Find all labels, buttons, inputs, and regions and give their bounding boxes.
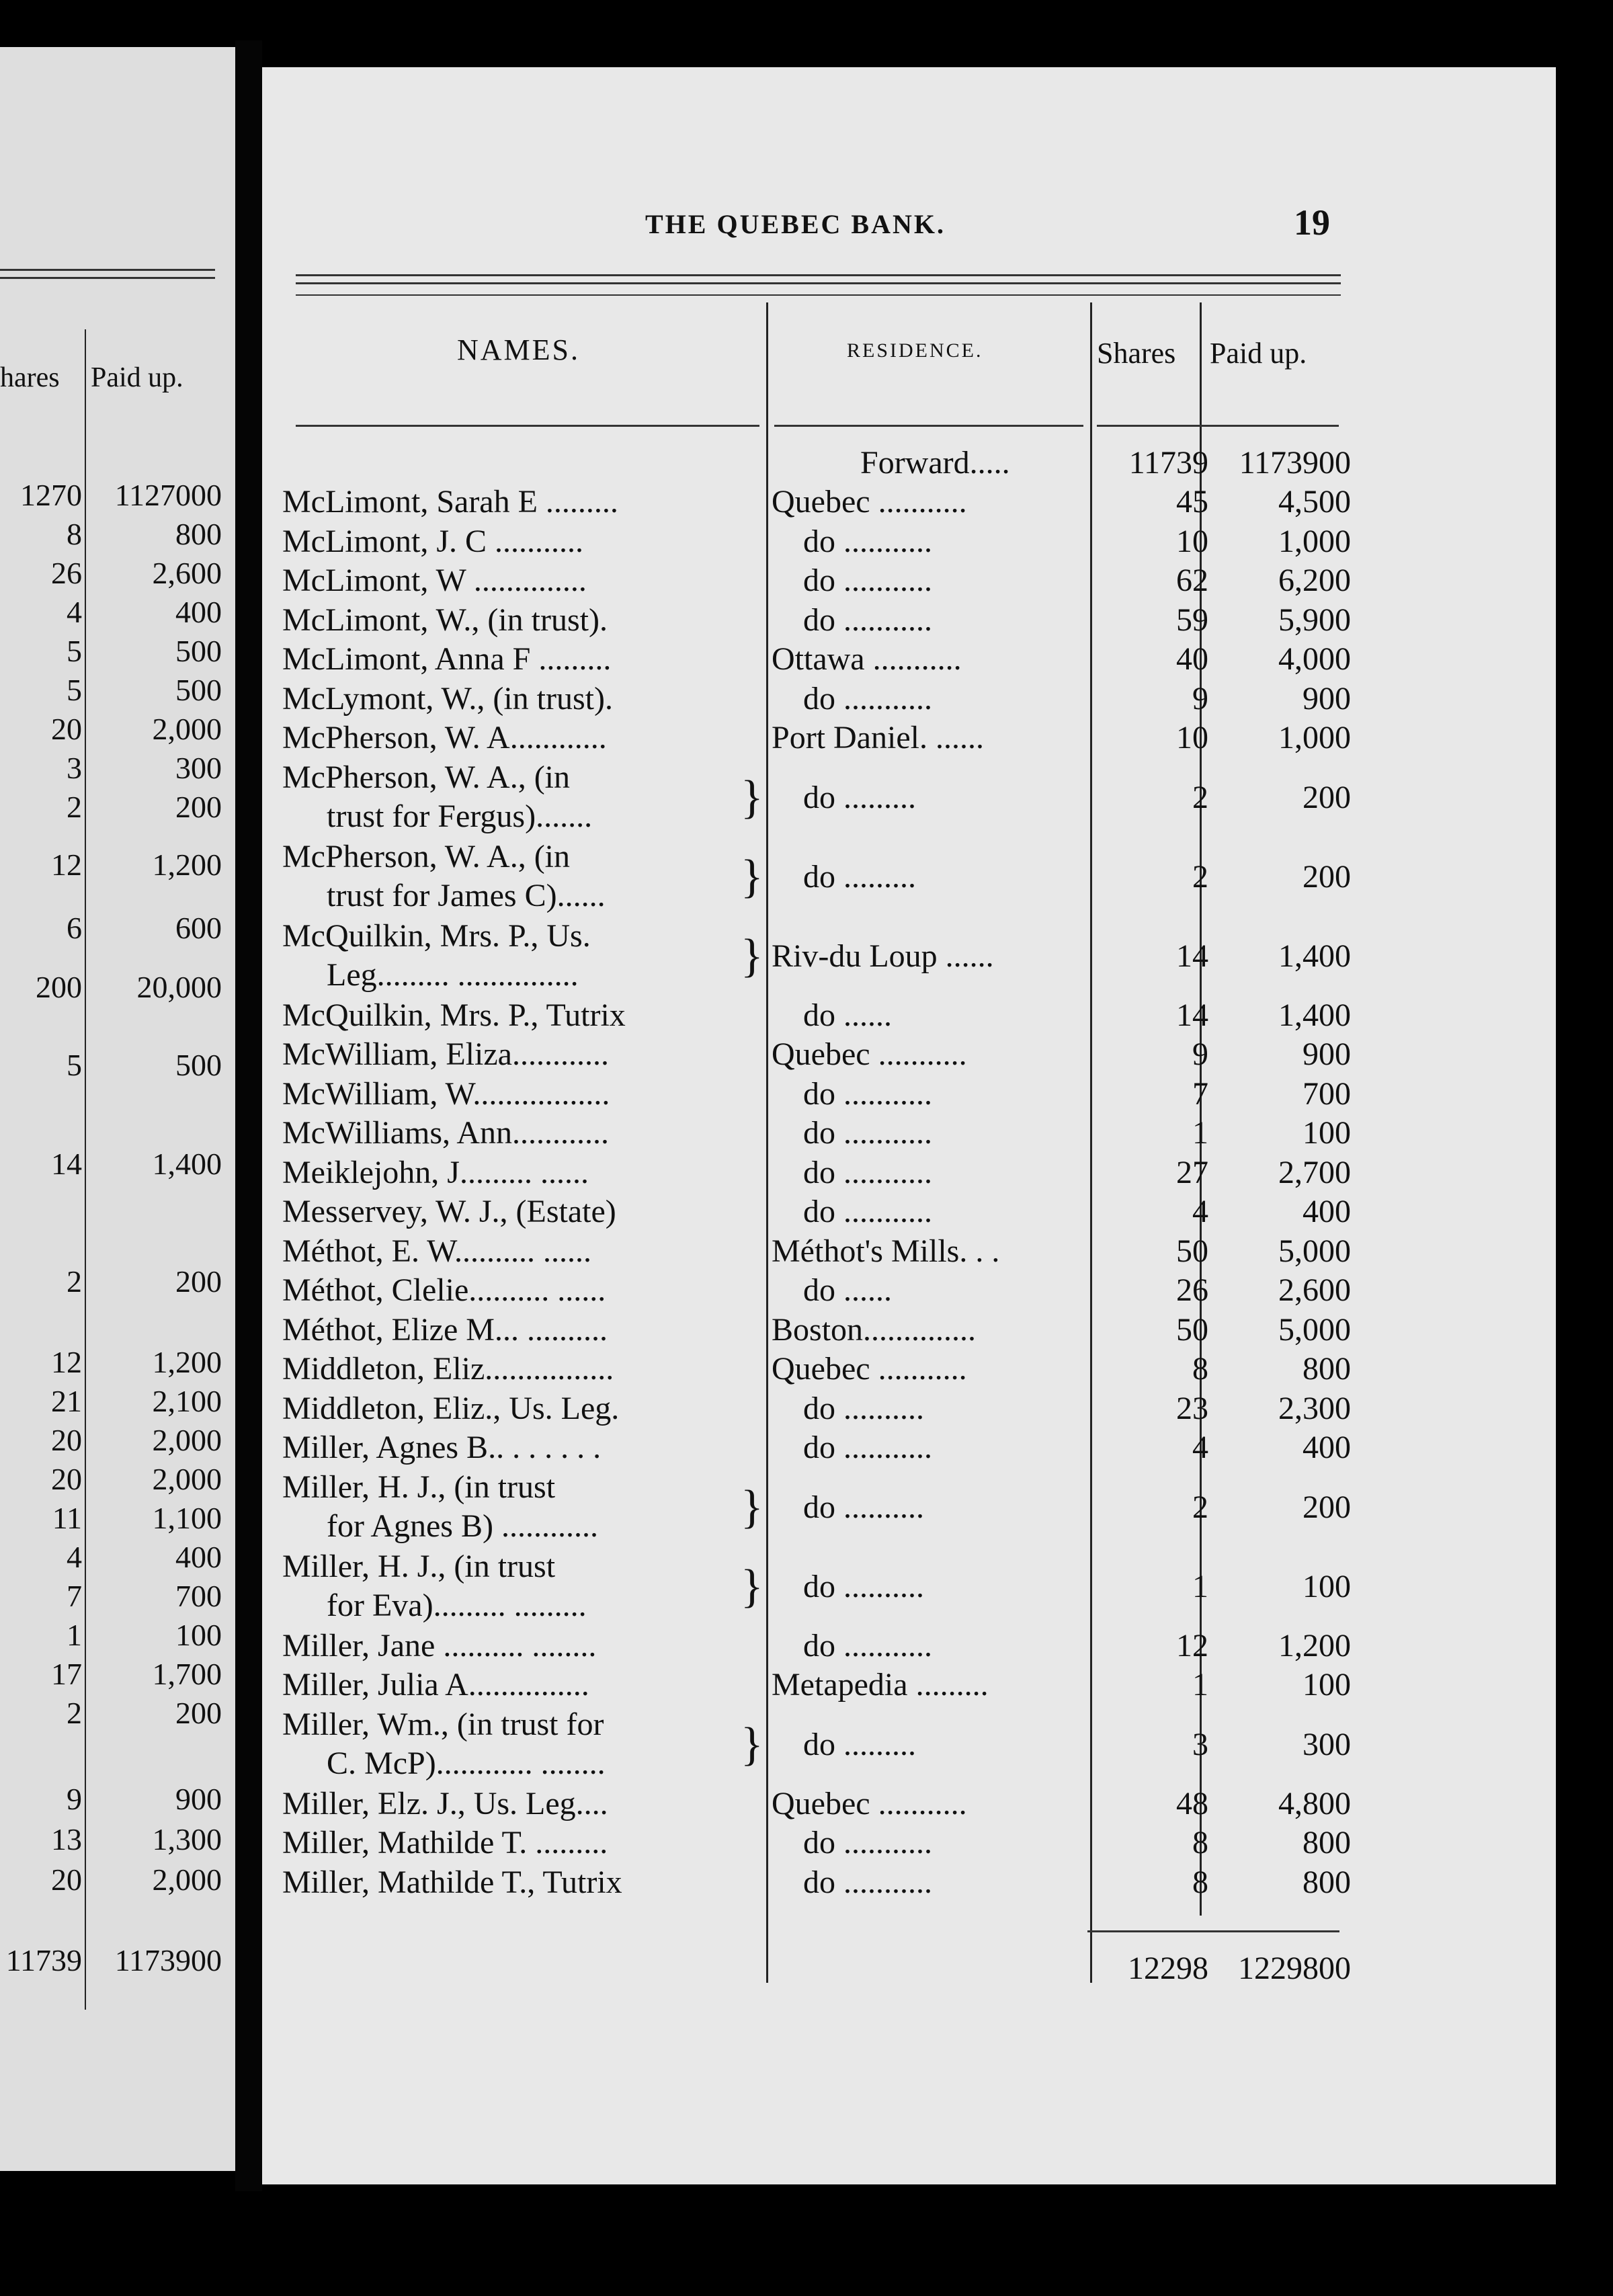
left-row-shares: 200 — [36, 970, 82, 1004]
shareholder-name: McLimont, W., (in trust). — [282, 602, 608, 638]
shareholder-paid: 200 — [1302, 779, 1351, 815]
shareholder-residence: do ........... — [803, 1115, 932, 1151]
left-row-shares: 5 — [67, 673, 82, 707]
shareholder-paid: 100 — [1302, 1667, 1351, 1703]
shareholder-paid: 100 — [1302, 1568, 1351, 1604]
header-rule-1 — [296, 274, 1341, 276]
left-row-shares: 8 — [67, 517, 82, 551]
shareholder-shares: 8 — [1192, 1864, 1208, 1900]
left-row — [0, 1539, 229, 1577]
left-row-paid: 2,000 — [152, 1862, 222, 1897]
shareholder-residence: do ........... — [803, 680, 932, 716]
shareholder-paid: 900 — [1302, 1036, 1351, 1072]
shareholder-residence: do .......... — [803, 1489, 924, 1525]
shareholder-name: Méthot, E. W.......... ...... — [282, 1233, 592, 1269]
shareholder-residence: Quebec ........... — [772, 1036, 967, 1072]
left-row — [0, 1383, 229, 1421]
shareholder-residence: Ottawa ........... — [772, 641, 962, 677]
left-row-shares: 21 — [51, 1384, 82, 1418]
shareholder-shares: 27 — [1176, 1154, 1208, 1190]
residence-underline — [774, 425, 1083, 427]
left-row-paid: 1127000 — [114, 478, 222, 512]
shareholder-name: Miller, H. J., (in trust — [282, 1469, 556, 1505]
shareholder-residence: do ........... — [803, 1627, 932, 1664]
shareholder-residence: do ........... — [803, 602, 932, 638]
left-row-paid: 600 — [175, 911, 222, 945]
shareholder-shares: 8 — [1192, 1351, 1208, 1387]
shareholder-residence: do .......... — [803, 1390, 924, 1426]
brace: } — [741, 930, 763, 982]
left-row — [0, 672, 229, 710]
shareholder-paid: 2,700 — [1278, 1154, 1351, 1190]
shareholder-paid: 800 — [1302, 1864, 1351, 1900]
shareholder-shares: 10 — [1176, 720, 1208, 755]
names-underline — [296, 425, 759, 427]
shareholder-paid: 1,000 — [1278, 720, 1351, 755]
shareholder-shares: 9 — [1192, 1036, 1208, 1072]
shareholder-residence: do ...... — [803, 997, 892, 1033]
shareholder-residence: Quebec ........... — [772, 1351, 967, 1387]
shareholder-shares: 1 — [1192, 1667, 1208, 1703]
shareholder-name: McPherson, W. A., (in — [282, 838, 571, 874]
left-row-shares: 12 — [51, 1345, 82, 1379]
left-row-paid: 500 — [175, 673, 222, 707]
paid-header: Paid up. — [1210, 337, 1307, 370]
left-row-paid: 2,000 — [152, 1423, 222, 1457]
brace: } — [741, 1560, 763, 1612]
left-row-paid: 700 — [175, 1579, 222, 1613]
left-row-shares: 20 — [51, 1462, 82, 1496]
shareholder-residence: do ........... — [803, 1864, 932, 1900]
shareholder-shares: 45 — [1176, 484, 1208, 520]
left-row-shares: 12 — [51, 848, 82, 882]
left-row — [0, 594, 229, 632]
left-row — [0, 1942, 229, 1980]
brace: } — [741, 771, 763, 823]
left-row — [0, 1264, 229, 1301]
shareholder-name: McPherson, W. A., (in — [282, 759, 571, 795]
shareholder-name-continued: trust for James C)...... — [327, 877, 606, 913]
left-row-paid: 2,100 — [152, 1384, 222, 1418]
shareholder-paid: 1,400 — [1278, 997, 1351, 1033]
shareholder-name: McWilliam, W................. — [282, 1075, 610, 1112]
left-row-shares: 2 — [67, 790, 82, 824]
left-row-paid: 2,000 — [152, 712, 222, 746]
forward-shares: 11739 — [1128, 445, 1208, 481]
shares-header: Shares — [1097, 337, 1176, 370]
shareholder-paid: 1,000 — [1278, 523, 1351, 559]
shareholder-name: Méthot, Elize M... .......... — [282, 1311, 608, 1348]
left-row-paid: 400 — [175, 1540, 222, 1574]
shareholder-name: Middleton, Eliz., Us. Leg. — [282, 1390, 620, 1426]
shareholder-shares: 50 — [1176, 1311, 1208, 1348]
shareholder-shares: 40 — [1176, 641, 1208, 677]
left-row-shares: 13 — [51, 1822, 82, 1856]
total-shares: 12298 — [1128, 1951, 1208, 1986]
shareholder-residence: do .......... — [803, 1568, 924, 1604]
shareholder-shares: 14 — [1176, 938, 1208, 974]
residence-header: RESIDENCE. — [847, 339, 983, 362]
shareholder-residence: do ........... — [803, 523, 932, 559]
left-row-shares: 20 — [51, 712, 82, 746]
shareholder-paid: 6,200 — [1278, 563, 1351, 598]
left-row-paid: 2,000 — [152, 1462, 222, 1496]
left-row-paid: 1,100 — [152, 1501, 222, 1535]
shareholder-name: McQuilkin, Mrs. P., Tutrix — [282, 997, 626, 1033]
left-row — [0, 1146, 229, 1184]
shareholder-name: McWilliam, Eliza............ — [282, 1036, 609, 1072]
shareholder-residence: Metapedia ......... — [772, 1667, 989, 1703]
shareholder-paid: 400 — [1302, 1194, 1351, 1229]
left-row-paid: 800 — [175, 517, 222, 551]
shareholder-name: McLimont, Anna F ......... — [282, 641, 612, 677]
shareholder-name: McLymont, W., (in trust). — [282, 680, 613, 716]
shareholder-paid: 1,200 — [1278, 1627, 1351, 1664]
shareholder-name: McLimont, W .............. — [282, 563, 587, 598]
left-row-shares: 1270 — [20, 478, 82, 512]
shareholder-name-continued: C. McP)............ ........ — [327, 1745, 606, 1781]
shareholder-name: Miller, Wm., (in trust for — [282, 1706, 604, 1742]
shareholder-name: McLimont, Sarah E ......... — [282, 484, 618, 520]
shareholder-shares: 12 — [1176, 1627, 1208, 1664]
shareholder-name: Miller, Mathilde T., Tutrix — [282, 1864, 622, 1900]
shareholder-paid: 200 — [1302, 1489, 1351, 1525]
left-row — [0, 1617, 229, 1655]
left-row-shares: 1 — [67, 1618, 82, 1652]
shareholder-paid: 700 — [1302, 1075, 1351, 1112]
shareholder-paid: 2,600 — [1278, 1272, 1351, 1308]
shareholder-residence: do ......... — [803, 1726, 916, 1762]
left-row — [0, 1461, 229, 1499]
left-row — [0, 1821, 229, 1859]
shareholder-name: Miller, Elz. J., Us. Leg.... — [282, 1785, 608, 1821]
left-row — [0, 516, 229, 554]
left-row-paid: 200 — [175, 1696, 222, 1730]
left-row-shares: 26 — [51, 556, 82, 590]
left-row — [0, 1578, 229, 1616]
shareholder-residence: Boston.............. — [772, 1311, 977, 1348]
left-top-rule — [0, 269, 215, 271]
left-top-rule-2 — [0, 277, 215, 279]
shareholder-name: Meiklejohn, J......... ...... — [282, 1154, 589, 1190]
shareholder-residence: do ...... — [803, 1272, 892, 1308]
left-row-paid: 1,200 — [152, 848, 222, 882]
shareholder-shares: 8 — [1192, 1825, 1208, 1860]
shareholder-shares: 2 — [1192, 858, 1208, 895]
shareholder-shares: 9 — [1192, 680, 1208, 716]
shareholder-paid: 4,000 — [1278, 641, 1351, 677]
left-row-paid: 100 — [175, 1618, 222, 1652]
page-gutter — [235, 40, 262, 2191]
shareholder-shares: 1 — [1192, 1115, 1208, 1151]
left-row-paid: 1,300 — [152, 1822, 222, 1856]
left-row-shares: 11739 — [5, 1943, 82, 1977]
left-row-paid: 500 — [175, 1048, 222, 1082]
left-row — [0, 633, 229, 671]
left-row-paid: 1,200 — [152, 1345, 222, 1379]
shareholder-name: Miller, Mathilde T. ......... — [282, 1825, 608, 1860]
shareholder-shares: 10 — [1176, 523, 1208, 559]
shareholder-name: Miller, H. J., (in trust — [282, 1548, 556, 1584]
left-row — [0, 969, 229, 1007]
shareholder-residence: Quebec ........... — [772, 484, 967, 520]
left-row-shares: 2 — [67, 1264, 82, 1299]
shareholder-paid: 800 — [1302, 1825, 1351, 1860]
shareholder-name: McQuilkin, Mrs. P., Us. — [282, 917, 591, 954]
shareholder-shares: 50 — [1176, 1233, 1208, 1269]
header-rule-2 — [296, 282, 1341, 284]
shareholder-paid: 2,300 — [1278, 1390, 1351, 1426]
left-row — [0, 750, 229, 788]
shareholder-name: Miller, Julia A............... — [282, 1667, 589, 1703]
shareholder-shares: 59 — [1176, 602, 1208, 638]
shareholder-paid: 1,400 — [1278, 938, 1351, 974]
shareholder-paid: 4,500 — [1278, 484, 1351, 520]
shareholder-paid: 200 — [1302, 858, 1351, 895]
shareholder-shares: 48 — [1176, 1785, 1208, 1821]
shareholder-shares: 3 — [1192, 1726, 1208, 1762]
shareholder-name-continued: for Eva)......... ......... — [327, 1587, 587, 1623]
brace: } — [741, 1718, 763, 1770]
shareholder-residence: do ........... — [803, 563, 932, 598]
left-row-paid: 2,600 — [152, 556, 222, 590]
shareholder-residence: do ........... — [803, 1430, 932, 1465]
left-row-paid: 900 — [175, 1782, 222, 1816]
left-row-paid: 1173900 — [114, 1943, 222, 1977]
shareholder-residence: do ........... — [803, 1825, 932, 1860]
left-row — [0, 1344, 229, 1382]
shareholder-name-continued: trust for Fergus)....... — [327, 798, 593, 834]
left-row-paid: 1,700 — [152, 1657, 222, 1691]
shareholder-shares: 14 — [1176, 997, 1208, 1033]
shareholder-name-continued: Leg......... ............... — [327, 956, 579, 993]
left-page — [0, 47, 235, 2171]
shareholder-name: Miller, Agnes B.. . . . . . . — [282, 1430, 602, 1465]
left-row-paid: 500 — [175, 634, 222, 668]
shareholder-residence: do ........... — [803, 1154, 932, 1190]
left-row-paid: 200 — [175, 790, 222, 824]
total-rule — [1087, 1930, 1339, 1932]
shareholder-paid: 5,000 — [1278, 1233, 1351, 1269]
left-row-shares: 14 — [51, 1147, 82, 1181]
brace: } — [741, 850, 763, 903]
left-row-paid: 20,000 — [136, 970, 222, 1004]
shareholder-shares: 4 — [1192, 1430, 1208, 1465]
shareholder-residence: Port Daniel. ...... — [772, 720, 984, 755]
shareholder-name: Miller, Jane .......... ........ — [282, 1627, 597, 1664]
shareholder-shares: 1 — [1192, 1568, 1208, 1604]
shareholder-residence: Riv-du Loup ...... — [772, 938, 994, 974]
left-row — [0, 1047, 229, 1085]
left-row — [0, 711, 229, 749]
left-row — [0, 1500, 229, 1538]
left-row-shares: 20 — [51, 1423, 82, 1457]
shareholder-paid: 400 — [1302, 1430, 1351, 1465]
shareholder-residence: Méthot's Mills. . . — [772, 1233, 1000, 1269]
left-row-shares: 4 — [67, 1540, 82, 1574]
shareholder-paid: 800 — [1302, 1351, 1351, 1387]
shareholder-name: McLimont, J. C ........... — [282, 523, 584, 559]
running-title: THE QUEBEC BANK. — [645, 209, 946, 239]
left-row-shares: 5 — [67, 634, 82, 668]
header-rule-3 — [296, 294, 1341, 296]
names-header: NAMES. — [457, 333, 581, 366]
shareholder-residence: do ........... — [803, 1075, 932, 1112]
shareholder-shares: 23 — [1176, 1390, 1208, 1426]
left-row-shares: 17 — [51, 1657, 82, 1691]
shareholder-name: Messervey, W. J., (Estate) — [282, 1194, 616, 1229]
left-row-shares: 6 — [67, 911, 82, 945]
left-shares-header: hares — [0, 362, 60, 393]
left-row — [0, 1695, 229, 1733]
shares-paid-underline — [1097, 425, 1339, 427]
shareholder-shares: 62 — [1176, 563, 1208, 598]
brace: } — [741, 1481, 763, 1533]
left-row — [0, 555, 229, 593]
left-row-shares: 5 — [67, 1048, 82, 1082]
shareholder-paid: 4,800 — [1278, 1785, 1351, 1821]
shareholder-shares: 2 — [1192, 1489, 1208, 1525]
left-row-paid: 1,400 — [152, 1147, 222, 1181]
shareholder-paid: 100 — [1302, 1115, 1351, 1151]
left-row — [0, 1422, 229, 1460]
shareholder-residence: Quebec ........... — [772, 1785, 967, 1821]
left-row-shares: 7 — [67, 1579, 82, 1613]
left-row-shares: 4 — [67, 595, 82, 629]
left-row-shares: 20 — [51, 1862, 82, 1897]
shareholder-shares: 4 — [1192, 1194, 1208, 1229]
left-row — [0, 910, 229, 948]
left-row-shares: 2 — [67, 1696, 82, 1730]
page-number: 19 — [1294, 202, 1330, 243]
shareholder-paid: 5,000 — [1278, 1311, 1351, 1348]
shareholder-paid: 300 — [1302, 1726, 1351, 1762]
left-row — [0, 1656, 229, 1694]
left-row — [0, 1862, 229, 1899]
left-row-paid: 400 — [175, 595, 222, 629]
forward-label: Forward..... — [860, 445, 1010, 481]
left-row-paid: 300 — [175, 751, 222, 785]
left-row — [0, 1781, 229, 1819]
left-row — [0, 789, 229, 827]
shareholder-shares: 2 — [1192, 779, 1208, 815]
left-row — [0, 477, 229, 515]
shareholder-shares: 26 — [1176, 1272, 1208, 1308]
shareholder-shares: 7 — [1192, 1075, 1208, 1112]
left-paid-header: Paid up. — [91, 362, 183, 393]
left-row — [0, 847, 229, 885]
left-row-shares: 11 — [52, 1501, 82, 1535]
left-row-paid: 200 — [175, 1264, 222, 1299]
shareholder-name-continued: for Agnes B) ............ — [327, 1508, 598, 1544]
shareholder-name: Méthot, Clelie.......... ...... — [282, 1272, 606, 1308]
left-row-shares: 9 — [67, 1782, 82, 1816]
shareholder-name: McPherson, W. A............ — [282, 720, 607, 755]
shareholder-name: McWilliams, Ann............ — [282, 1115, 610, 1151]
shareholder-residence: do ......... — [803, 858, 916, 895]
shareholder-name: Middleton, Eliz................ — [282, 1351, 614, 1387]
left-row-shares: 3 — [67, 751, 82, 785]
shareholder-paid: 5,900 — [1278, 602, 1351, 638]
shareholder-residence: do ......... — [803, 779, 916, 815]
forward-paid: 1173900 — [1239, 445, 1351, 481]
shareholder-residence: do ........... — [803, 1194, 932, 1229]
names-residence-divider — [766, 302, 768, 1983]
total-paid: 1229800 — [1238, 1951, 1351, 1986]
shareholder-paid: 900 — [1302, 680, 1351, 716]
